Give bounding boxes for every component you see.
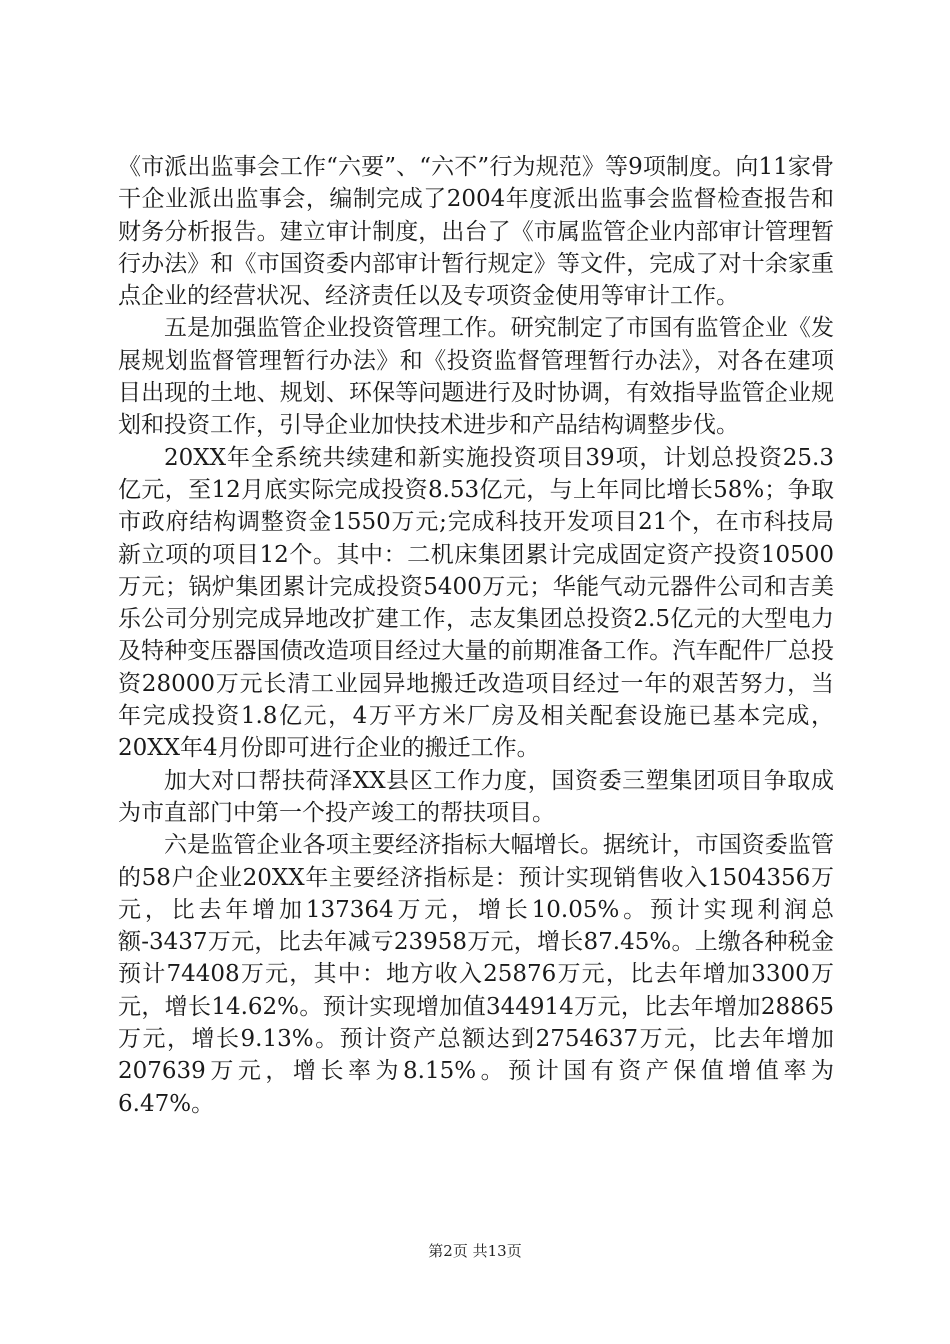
document-body (118, 151, 834, 1120)
paragraph-poverty-assistance: 加大对口帮扶荷泽XX县区工作力度，国资委三塑集团项目争取成为市直部门中第一个投产竣工的帮扶项目。 (118, 767, 834, 826)
paragraph-economic-indicators: 六是监管企业各项主要经济指标大幅增长。据统计，市国资委监管的58户企业20XX年主要经济指标是：预计实现销售收入1504356万元，比去年增加137364万元，增长10.05%。预计实现利润总额-3437万元，比去年减亏23958万元，增长87.45%。上缴各种税金预计74408万元，其中：地方收入25876万元，比去年增加3300万元，增长14.62%。预计实现增加值344914万元，比去年增加28865万元，增长9.13%。预计资产总额达到2754637万元，比去年增加207639万元，增长率为8.15%。预计国有资产保值增值率为6.47%。 (118, 832, 834, 1117)
paragraph-supervisory-board: 《市派出监事会工作“六要”、“六不”行为规范》等9项制度。向11家骨干企业派出监事会，编制完成了2004年度派出监事会监督检查报告和财务分析报告。建立审计制度，出台了《市属监管企业内部审计管理暂行办法》和《市国资委内部审计暂行规定》等文件，完成了对十余家重点企业的经营状况、经济责任以及专项资金使用等审计工作。 (118, 154, 834, 310)
page-number-footer: 第2页 共13页 (428, 1242, 522, 1260)
paragraph-investment-management: 五是加强监管企业投资管理工作。研究制定了市国有监管企业《发展规划监督管理暂行办法》和《投资监督管理暂行办法》，对各在建项目出现的土地、规划、环保等问题进行及时协调，有效指导监管企业规划和投资工作，引导企业加快技术进步和产品结构调整步伐。 (118, 315, 834, 439)
paragraph-investment-projects: 20XX年全系统共续建和新实施投资项目39项，计划总投资25.3亿元，至12月底实际完成投资8.53亿元，与上年同比增长58%；争取市政府结构调整资金1550万元;完成科技开发项目21个，在市科技局新立项的项目12个。其中：二机床集团累计完成固定资产投资10500万元；锅炉集团累计完成投资5400万元；华能气动元器件公司和吉美乐公司分别完成异地改扩建工作，志友集团总投资2.5亿元的大型电力及特种变压器国债改造项目经过大量的前期准备工作。汽车配件厂总投资28000万元长清工业园异地搬迁改造项目经过一年的艰苦努力，当年完成投资1.8亿元，4万平方米厂房及相关配套设施已基本完成，20XX年4月份即可进行企业的搬迁工作。 (118, 444, 834, 762)
